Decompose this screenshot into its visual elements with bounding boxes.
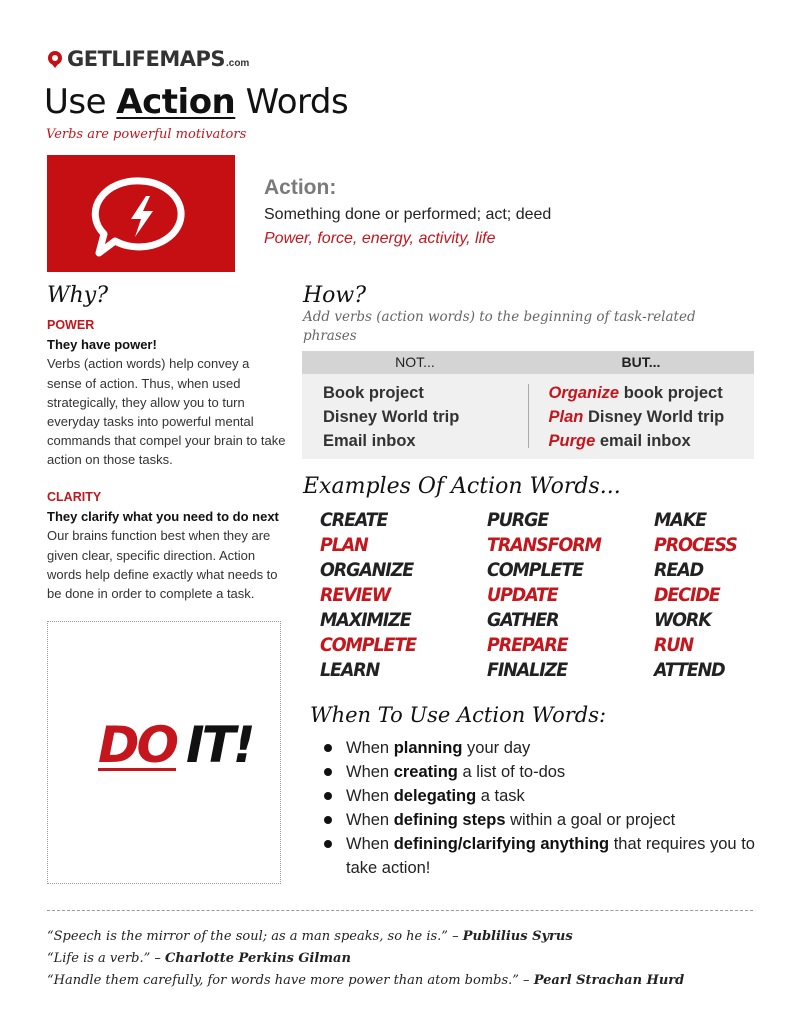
example-word: PREPARE <box>487 634 568 656</box>
brand-domain: .com <box>225 57 250 69</box>
brand-wordmark: GETLIFEMAPS <box>67 47 225 71</box>
power-body: Verbs (action words) help convey a sense of action. Thus, when used strategically, they allow you to turn everyday tasks into powerful mental commands that compel your brain to take action on those tasks. <box>47 356 286 468</box>
not-item: Disney World trip <box>323 408 460 426</box>
power-lead: They have power! <box>47 337 157 353</box>
example-word: ATTEND <box>654 659 725 681</box>
bullet-icon <box>324 840 332 848</box>
bullet-icon <box>324 792 332 800</box>
but-column-header: BUT... <box>621 354 661 370</box>
how-heading: How? <box>303 283 367 308</box>
why-clarity-section <box>47 488 287 603</box>
example-word: COMPLETE <box>320 634 417 656</box>
not-but-table <box>302 351 754 459</box>
example-word: WORK <box>654 609 711 631</box>
definition-meaning: Something done or performed; act; deed <box>264 206 552 223</box>
power-caption: POWER <box>47 318 95 332</box>
example-word: UPDATE <box>487 584 558 606</box>
example-word: GATHER <box>487 609 559 631</box>
but-item: Organize book project <box>548 384 723 402</box>
example-word: RUN <box>654 634 693 656</box>
quote-author: Publilius Syrus <box>462 929 573 944</box>
page-subtitle: Verbs are powerful motivators <box>46 127 247 142</box>
not-column-header: NOT... <box>395 354 435 370</box>
example-word: COMPLETE <box>487 559 584 581</box>
list-item: When creating a list of to-dos <box>322 760 762 784</box>
do-it-graphic: DO IT! <box>98 716 253 774</box>
but-item: Purge email inbox <box>548 432 691 450</box>
quote-author: Charlotte Perkins Gilman <box>165 951 351 966</box>
example-word: CREATE <box>320 509 388 531</box>
why-heading: Why? <box>47 283 109 308</box>
footer-divider <box>47 910 753 911</box>
quote: “Life is a verb.” – Charlotte Perkins Gilman <box>47 951 351 966</box>
quote-author: Pearl Strachan Hurd <box>533 973 685 988</box>
but-column <box>529 381 755 453</box>
action-icon-panel <box>47 155 235 272</box>
quote: “Speech is the mirror of the soul; as a man speaks, so he is.” – Publilius Syrus <box>47 929 573 944</box>
example-word: TRANSFORM <box>487 534 601 556</box>
example-word: ORGANIZE <box>320 559 414 581</box>
not-column <box>302 381 529 453</box>
examples-heading: Examples Of Action Words... <box>303 474 621 499</box>
clarity-caption: CLARITY <box>47 490 102 504</box>
map-pin-icon <box>46 50 64 68</box>
example-word: PLAN <box>320 534 368 556</box>
when-heading: When To Use Action Words: <box>310 703 607 727</box>
column-divider <box>528 384 529 448</box>
page-title: Use Action Words <box>44 82 349 122</box>
why-power-section <box>47 316 287 470</box>
example-word: FINALIZE <box>487 659 568 681</box>
bullet-icon <box>324 816 332 824</box>
speech-bubble-lightning-icon <box>47 155 235 272</box>
bullet-icon <box>324 768 332 776</box>
examples-grid <box>320 508 740 683</box>
table-header <box>302 351 754 374</box>
example-word: DECIDE <box>654 584 720 606</box>
not-item: Email inbox <box>323 432 416 450</box>
example-word: PURGE <box>487 509 549 531</box>
example-word: READ <box>654 559 704 581</box>
clarity-lead: They clarify what you need to do next <box>47 509 279 525</box>
brand-logo <box>46 47 249 71</box>
example-word: LEARN <box>320 659 380 681</box>
bullet-icon <box>324 744 332 752</box>
clarity-body: Our brains function best when they are given clear, specific direction. Action words help define exactly what needs to be done in order to complete a task. <box>47 528 278 602</box>
example-word: MAXIMIZE <box>320 609 411 631</box>
example-word: MAKE <box>654 509 706 531</box>
definition-term: Action: <box>264 176 337 199</box>
list-item: When defining/clarifying anything that requires you to take action! <box>322 832 762 880</box>
example-word: REVIEW <box>320 584 391 606</box>
but-item: Plan Disney World trip <box>548 408 725 426</box>
quote: “Handle them carefully, for words have more power than atom bombs.” – Pearl Strachan Hurd <box>47 973 685 988</box>
when-list <box>322 736 762 880</box>
list-item: When planning your day <box>322 736 762 760</box>
list-item: When delegating a task <box>322 784 762 808</box>
not-item: Book project <box>323 384 424 402</box>
how-subheading: Add verbs (action words) to the beginning of task-related phrases <box>303 309 696 344</box>
list-item: When defining steps within a goal or project <box>322 808 762 832</box>
example-word: PROCESS <box>654 534 737 556</box>
definition-synonyms: Power, force, energy, activity, life <box>264 230 496 247</box>
